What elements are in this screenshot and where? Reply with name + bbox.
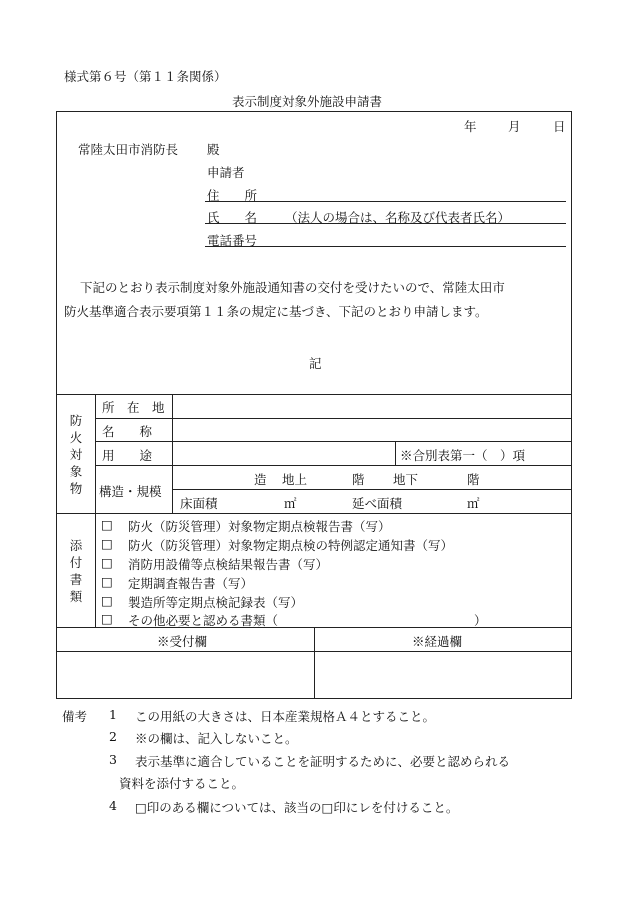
sqm-unit-1: ㎡ xyxy=(284,496,297,511)
location-field[interactable] xyxy=(177,398,569,416)
attach-checkbox-6[interactable]: □ xyxy=(101,611,113,626)
kai-label-2: 階 xyxy=(467,472,480,487)
addressee: 常陸太田市消防長 xyxy=(78,142,179,157)
address-field[interactable] xyxy=(205,201,566,202)
progress-header: ※経過欄 xyxy=(412,634,463,649)
zou-label: 造 xyxy=(254,472,267,487)
date-day[interactable]: 日 xyxy=(553,119,566,134)
remark-text-1: この用紙の大きさは、日本産業規格Ａ４とすること。 xyxy=(135,709,436,724)
use-field[interactable] xyxy=(177,446,391,464)
attach-section-label: 添付書類 xyxy=(69,538,83,604)
col-line xyxy=(172,394,173,513)
attach-checkbox-1[interactable]: □ xyxy=(101,517,113,532)
remark-text-4: □印のある欄については、該当の□印にレを付けること。 xyxy=(135,800,459,815)
col-line xyxy=(95,394,96,627)
col-line xyxy=(314,627,315,699)
remark-text-3-cont: 資料を添付すること。 xyxy=(119,776,245,791)
remark-text-2: ※の欄は、記入しないこと。 xyxy=(135,731,298,746)
attach-checkbox-2[interactable]: □ xyxy=(101,536,113,551)
attach-item-1: 防火（防災管理）対象物定期点検報告書（写） xyxy=(128,519,391,534)
date-month[interactable]: 月 xyxy=(508,119,521,134)
applicant-label: 申請者 xyxy=(207,165,245,180)
attach-item-2: 防火（防災管理）対象物定期点検の特例認定通知書（写） xyxy=(128,538,454,553)
row-line xyxy=(95,465,572,466)
receipt-header: ※受付欄 xyxy=(157,634,208,649)
chika-label: 地下 xyxy=(393,472,419,487)
attach-item-3: 消防用設備等点検結果報告書（写） xyxy=(128,557,329,572)
kai-label-1: 階 xyxy=(352,472,365,487)
name-note: （法人の場合は、名称及び代表者氏名） xyxy=(285,210,511,225)
attach-checkbox-4[interactable]: □ xyxy=(101,574,113,589)
remarks-label: 備考 xyxy=(62,709,88,724)
remark-num-2: 2 xyxy=(109,729,117,744)
attach-close-paren: ） xyxy=(474,613,487,628)
col-line xyxy=(395,441,396,465)
facility-name-field[interactable] xyxy=(177,422,569,440)
remark-text-3: 表示基準に適合していることを証明するために、必要と認められる xyxy=(135,754,511,769)
phone-label: 電話番号 xyxy=(207,233,258,248)
attach-checkbox-3[interactable]: □ xyxy=(101,555,113,570)
use-note: ※合別表第一（ ）項 xyxy=(400,448,526,463)
location-label: 所 在 地 xyxy=(102,400,165,415)
sqm-unit-2: ㎡ xyxy=(467,496,480,511)
honorific: 殿 xyxy=(207,142,220,157)
remark-num-4: 4 xyxy=(109,798,117,813)
structure-label: 構造・規模 xyxy=(99,484,162,499)
other-documents-field[interactable] xyxy=(300,611,470,626)
body-line-2: 防火基準適合表示要項第１１条の規定に基づき、下記のとおり申請します。 xyxy=(64,304,488,319)
attach-item-4: 定期調査報告書（写） xyxy=(128,576,254,591)
name-field[interactable] xyxy=(205,223,566,224)
attach-checkbox-5[interactable]: □ xyxy=(101,593,113,608)
ki-label: 記 xyxy=(309,356,322,371)
remark-num-1: 1 xyxy=(109,707,117,722)
total-area-label: 延べ面積 xyxy=(352,496,403,511)
body-line-1: 下記のとおり表示制度対象外施設通知書の交付を受けたいので、常陸太田市 xyxy=(80,280,505,295)
chijo-label: 地上 xyxy=(282,472,308,487)
floor-area-label: 床面積 xyxy=(180,496,218,511)
remark-num-3: 3 xyxy=(109,752,117,767)
form-number: 様式第６号（第１１条関係） xyxy=(64,69,227,84)
row-line xyxy=(172,489,572,490)
use-label: 用 途 xyxy=(102,448,153,463)
section-line xyxy=(56,513,572,514)
row-line xyxy=(95,441,572,442)
date-year[interactable]: 年 xyxy=(464,119,477,134)
name-row-label: 名 称 xyxy=(102,424,153,439)
row-line xyxy=(95,418,572,419)
receipt-field xyxy=(58,653,312,697)
address-label: 住 所 xyxy=(207,188,258,203)
page-title: 表示制度対象外施設申請書 xyxy=(232,94,383,109)
table-top-line xyxy=(56,394,572,395)
progress-field xyxy=(317,653,570,697)
phone-field[interactable] xyxy=(205,246,566,247)
bouka-section-label: 防火対象物 xyxy=(69,413,83,496)
attach-item-5: 製造所等定期点検記録表（写） xyxy=(128,595,304,610)
attach-item-6: その他必要と認める書類（ xyxy=(128,613,279,628)
name-label: 氏 名 xyxy=(207,210,258,225)
